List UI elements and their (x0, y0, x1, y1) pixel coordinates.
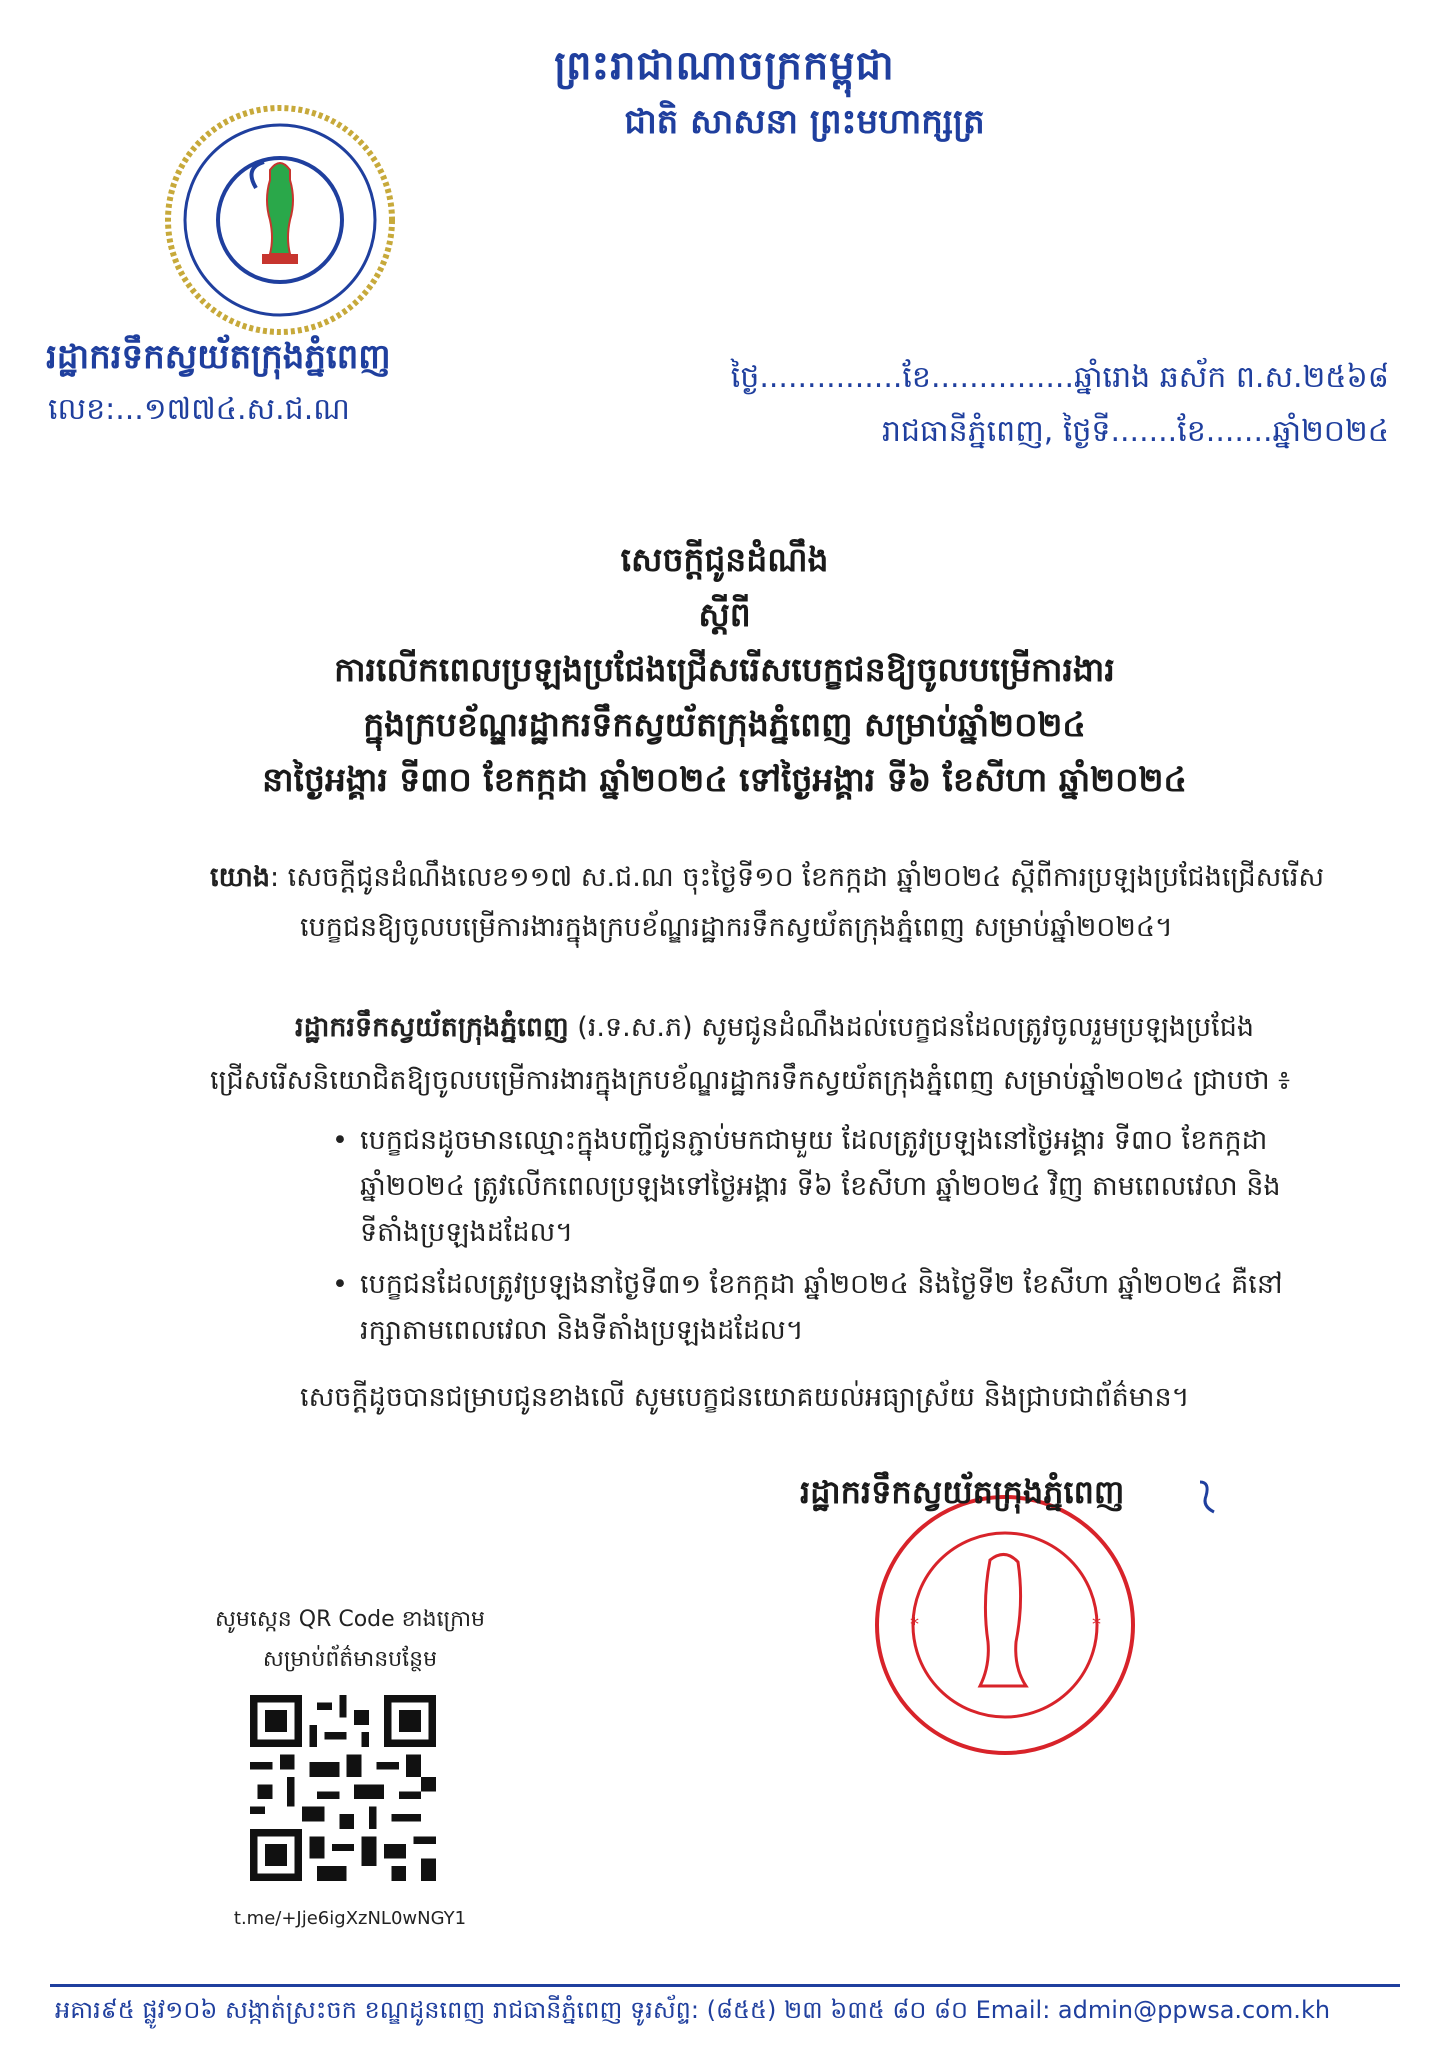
svg-text:*: * (910, 1614, 919, 1635)
signature-org-name: រដ្ឋាករទឹកស្វយ័តក្រុងភ្នំពេញ (800, 1473, 1125, 1511)
title-subject-line3: នាថ្ងៃអង្គារ ទី៣០ ខែកក្កដា ឆ្នាំ២០២៤ ទៅថ្ងៃអង្គារ ទី៦ ខែសីហា ឆ្នាំ២០២៤ (262, 760, 1187, 799)
reference-line2: បេក្ខជនឱ្យចូលបម្រើការងារក្នុងក្របខ័ណ្ឌរដ្ឋាករទឹកស្វយ័តក្រុងភ្នំពេញ សម្រាប់ឆ្នាំ២០២៤។ (300, 912, 1173, 943)
bullet1-line1: បេក្ខជនដូចមានឈ្មោះក្នុងបញ្ជីជូនភ្ជាប់មកជាមួយ ដែលត្រូវប្រឡងនៅថ្ងៃអង្គារ ទី៣០ ខែកក្កដា (360, 1125, 1268, 1156)
kingdom-heading: ព្រះរាជាណាចក្រកម្ពុជា (554, 43, 895, 89)
bullet-item-2 (332, 1262, 1360, 1354)
title-subject-line2: ក្នុងក្របខ័ណ្ឌរដ្ឋាករទឹកស្វយ័តក្រុងភ្នំពេញ សម្រាប់ឆ្នាំ២០២៤ (363, 705, 1086, 744)
reference-label: យោង (210, 862, 270, 893)
bullet1-line3: ទីតាំងប្រឡងដដែល។ (360, 1217, 574, 1248)
footer-divider (50, 1984, 1400, 1987)
svg-text:*: * (1092, 1614, 1101, 1635)
intro-line1: (រ.ទ.ស.ភ) សូមជូនដំណឹងដល់បេក្ខជនដែលត្រូវចូលរួមប្រឡងប្រជែង (568, 1012, 1255, 1043)
intro-org-name: រដ្ឋាករទឹកស្វយ័តក្រុងភ្នំពេញ (295, 1012, 569, 1043)
qr-code[interactable] (250, 1695, 436, 1881)
national-motto: ជាតិ សាសនា ព្រះមហាក្សត្រ (624, 102, 985, 142)
bullet-dot-icon: • (332, 1269, 348, 1300)
qr-caption-2: សម្រាប់ព័ត៌មានបន្ថែម (262, 1647, 438, 1672)
org-name-header: រដ្ឋាករទឹកស្វយ័តក្រុងភ្នំពេញ (46, 337, 391, 377)
official-stamp (870, 1490, 1140, 1760)
lunar-date: ថ្ងៃ...............ខែ...............ឆ្នាំរោង ឆស័ក ព.ស.២៥៦៨ (730, 360, 1389, 395)
title-subject-line1: ការលើកពេលប្រឡងប្រជែងជ្រើសរើសបេក្ខជនឱ្យចូលបម្រើការងារ (334, 650, 1115, 689)
ppwsa-logo (160, 100, 400, 340)
qr-caption-1: សូមស្កេន QR Code ខាងក្រោម (214, 1607, 486, 1632)
notice-title: សេចក្តីជូនដំណឹង (620, 540, 829, 579)
reference-line1: : សេចក្តីជូនដំណឹងលេខ១១៧ ស.ជ.ណ ចុះថ្ងៃទី១០ ខែកក្កដា ឆ្នាំ២០២៤ ស្តីពីការប្រឡងប្រជែងជ្រើសរើស (270, 862, 1325, 893)
intro-line2: ជ្រើសរើសនិយោជិតឱ្យចូលបម្រើការងារក្នុងក្របខ័ណ្ឌរដ្ឋាករទឹកស្វយ័តក្រុងភ្នំពេញ សម្រាប់ឆ្នាំ២០២៤ ជ្រាបថា ៖ (210, 1065, 1291, 1096)
bullet2-line2: រក្សាតាមពេលវេលា និងទីតាំងប្រឡងដដែល។ (360, 1315, 804, 1346)
solar-date: រាជធានីភ្នំពេញ, ថ្ងៃទី.......ខែ.......ឆ្នាំ២០២៤ (881, 414, 1389, 449)
reference-number: លេខ:...១៧៧៤.ស.ជ.ណ (48, 392, 350, 427)
bullet2-line1: បេក្ខជនដែលត្រូវប្រឡងនាថ្ងៃទី៣១ ខែកក្កដា ឆ្នាំ២០២៤ និងថ្ងៃទី២ ខែសីហា ឆ្នាំ២០២៤ គឺនៅ (360, 1269, 1283, 1300)
qr-link-text[interactable]: t.me/+Jje6igXzNL0wNGY1 (233, 1908, 467, 1929)
footer-address: អគារ៩៥ ផ្លូវ១០៦ សង្កាត់ស្រះចក ខណ្ឌដូនពេញ រាជធានីភ្នំពេញ ទូរស័ព្ទ: (៨៥៥) ២៣ ៦៣៥ ៨០ ៨០ Email: admin@ppwsa.com.kh (55, 1996, 1331, 2024)
reference-paragraph (210, 855, 1360, 901)
bullet-item-1 (332, 1118, 1360, 1256)
bullet-dot-icon: • (332, 1125, 348, 1156)
title-subject-label: ស្តីពី (698, 595, 751, 634)
bullet1-line2: ឆ្នាំ២០២៤ ត្រូវលើកពេលប្រឡងទៅថ្ងៃអង្គារ ទី៦ ខែសីហា ឆ្នាំ២០២៤ វិញ តាមពេលវេលា និង (360, 1171, 1281, 1202)
intro-paragraph (295, 1005, 1395, 1051)
signature-mark-icon (1196, 1478, 1218, 1514)
closing-paragraph: សេចក្តីដូចបានជម្រាបជូនខាងលើ សូមបេក្ខជនយោគយល់អធ្យាស្រ័យ និងជ្រាបជាព័ត៌មាន។ (300, 1382, 1190, 1413)
